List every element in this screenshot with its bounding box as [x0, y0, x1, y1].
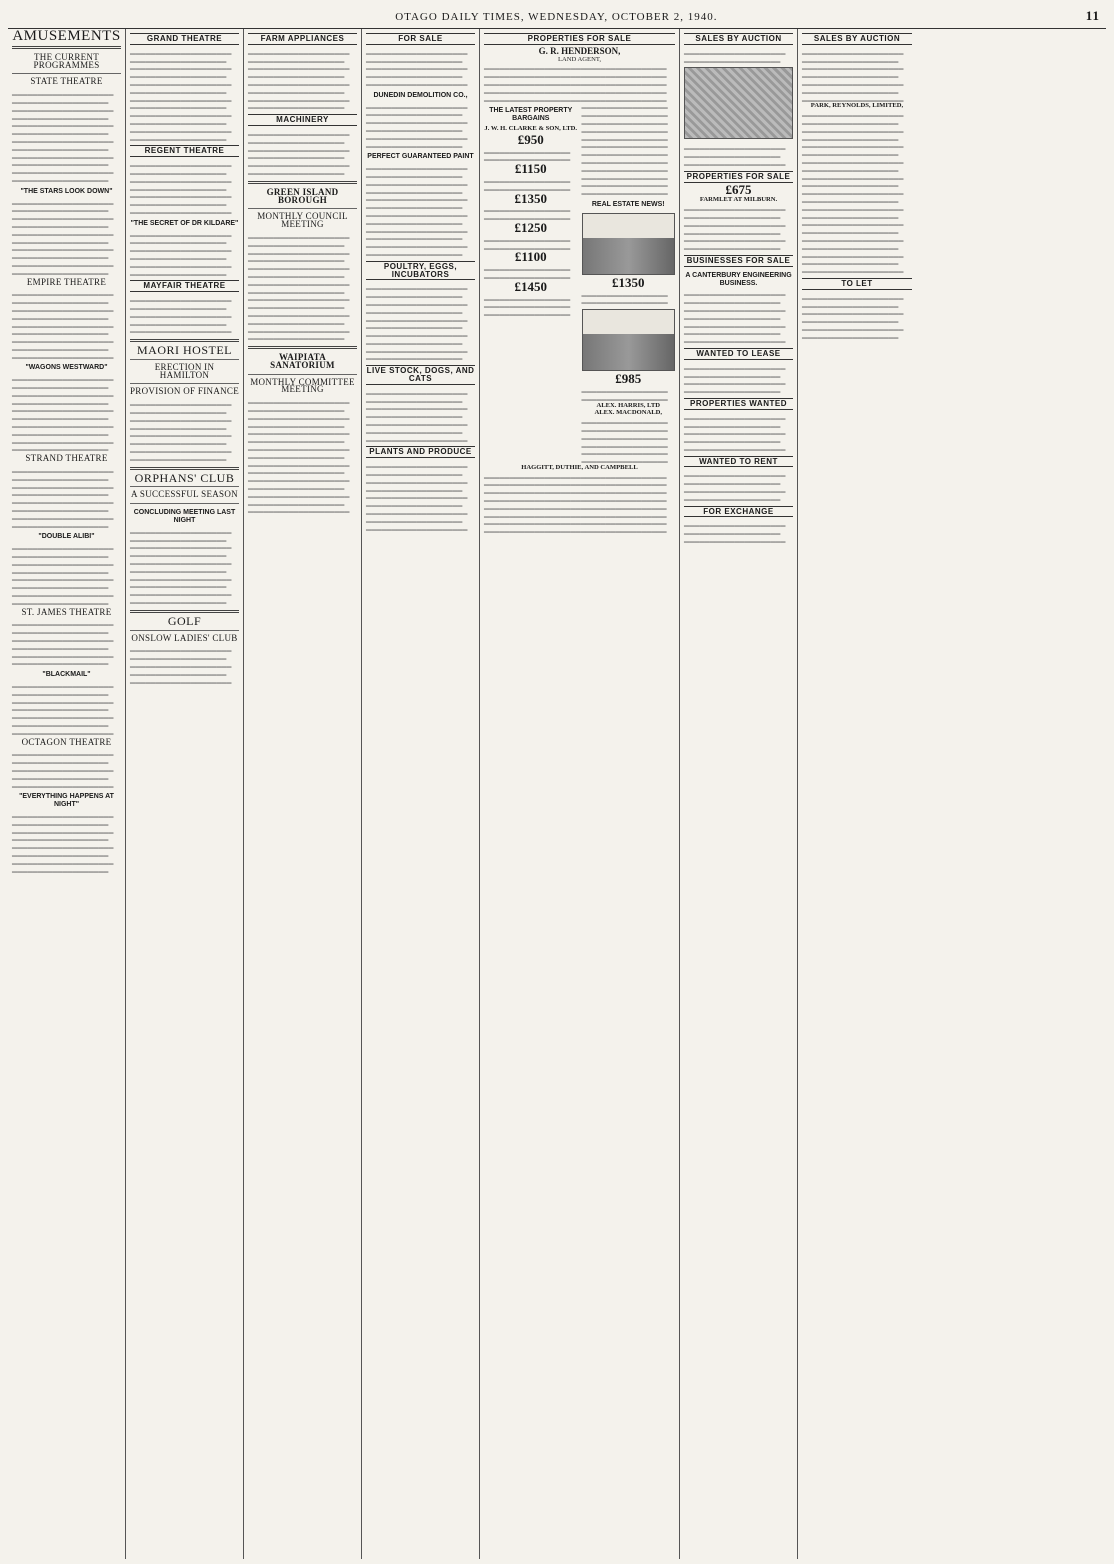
masthead — [8, 6, 1106, 29]
heading: POULTRY, EGGS, INCUBATORS — [366, 261, 475, 281]
column-theatres: GRAND THEATRE ▁▁▁▁▁▁▁▁▁▁▁▁▁▁▁▁▁▁▁▁ ▁▁▁▁▁▁▁▁▁▁▁▁▁▁▁▁▁▁▁ ▁▁▁▁▁▁▁▁▁▁▁▁▁▁▁▁▁▁▁▁ ▁▁▁▁▁▁▁▁▁▁▁▁▁▁▁▁▁▁▁ ▁▁▁▁▁▁▁▁▁▁▁▁▁▁▁▁▁▁▁▁ ▁▁▁▁▁▁▁▁▁▁▁▁▁▁▁▁▁▁▁ ▁▁▁▁▁▁▁▁▁▁▁▁▁▁▁▁▁▁▁▁ ▁▁▁▁▁▁▁▁▁▁▁▁▁▁▁▁▁▁▁ ▁▁▁▁▁▁▁▁▁▁▁▁▁▁▁▁▁▁▁▁ ▁▁▁▁▁▁▁▁▁▁▁▁▁▁▁▁▁▁▁ ▁▁▁▁▁▁▁▁▁▁▁▁▁▁▁▁▁▁▁▁ ▁▁▁▁▁▁▁▁▁▁▁▁▁▁▁▁▁▁▁ REGENT THEATRE ▁▁▁▁▁▁▁▁▁▁▁▁▁▁▁▁▁▁▁▁ ▁▁▁▁▁▁▁▁▁▁▁▁▁▁▁▁▁▁▁ ▁▁▁▁▁▁▁▁▁▁▁▁▁▁▁▁▁▁▁▁ ▁▁▁▁▁▁▁▁▁▁▁▁▁▁▁▁▁▁▁ ▁▁▁▁▁▁▁▁▁▁▁▁▁▁▁▁▁▁▁▁ ▁▁▁▁▁▁▁▁▁▁▁▁▁▁▁▁▁▁▁ ▁▁▁▁▁▁▁▁▁▁▁▁▁▁▁▁▁▁▁▁ "THE SECRET OF DR KILDARE" ▁▁▁▁▁▁▁▁▁▁▁▁▁▁▁▁▁▁▁▁ ▁▁▁▁▁▁▁▁▁▁▁▁▁▁▁▁▁▁▁ ▁▁▁▁▁▁▁▁▁▁▁▁▁▁▁▁▁▁▁▁ ▁▁▁▁▁▁▁▁▁▁▁▁▁▁▁▁▁▁▁ ▁▁▁▁▁▁▁▁▁▁▁▁▁▁▁▁▁▁▁▁ ▁▁▁▁▁▁▁▁▁▁▁▁▁▁▁▁▁▁▁ MAYFAIR THEATRE ▁▁▁▁▁▁▁▁▁▁▁▁▁▁▁▁▁▁▁▁ ▁▁▁▁▁▁▁▁▁▁▁▁▁▁▁▁▁▁▁ ▁▁▁▁▁▁▁▁▁▁▁▁▁▁▁▁▁▁▁▁ ▁▁▁▁▁▁▁▁▁▁▁▁▁▁▁▁▁▁▁ ▁▁▁▁▁▁▁▁▁▁▁▁▁▁▁▁▁▁▁▁ MAORI HOSTEL ERECTION IN HAMILTON PROVISION OF FINANCE ▁▁▁▁▁▁▁▁▁▁▁▁▁▁▁▁▁▁▁▁ ▁▁▁▁▁▁▁▁▁▁▁▁▁▁▁▁▁▁▁ ▁▁▁▁▁▁▁▁▁▁▁▁▁▁▁▁▁▁▁▁ ▁▁▁▁▁▁▁▁▁▁▁▁▁▁▁▁▁▁▁ ▁▁▁▁▁▁▁▁▁▁▁▁▁▁▁▁▁▁▁▁ ▁▁▁▁▁▁▁▁▁▁▁▁▁▁▁▁▁▁▁ ▁▁▁▁▁▁▁▁▁▁▁▁▁▁▁▁▁▁▁▁ ▁▁▁▁▁▁▁▁▁▁▁▁▁▁▁▁▁▁▁ ORPHANS' CLUB A SUCCESSFUL SEASON CONCLUDING MEETING LAST NIGHT ▁▁▁▁▁▁▁▁▁▁▁▁▁▁▁▁▁▁▁▁ ▁▁▁▁▁▁▁▁▁▁▁▁▁▁▁▁▁▁▁ ▁▁▁▁▁▁▁▁▁▁▁▁▁▁▁▁▁▁▁▁ ▁▁▁▁▁▁▁▁▁▁▁▁▁▁▁▁▁▁▁ ▁▁▁▁▁▁▁▁▁▁▁▁▁▁▁▁▁▁▁▁ ▁▁▁▁▁▁▁▁▁▁▁▁▁▁▁▁▁▁▁ ▁▁▁▁▁▁▁▁▁▁▁▁▁▁▁▁▁▁▁▁ ▁▁▁▁▁▁▁▁▁▁▁▁▁▁▁▁▁▁▁ ▁▁▁▁▁▁▁▁▁▁▁▁▁▁▁▁▁▁▁▁ ▁▁▁▁▁▁▁▁▁▁▁▁▁▁▁▁▁▁▁ GOLF ONSLOW LADIES' CLUB ▁▁▁▁▁▁▁▁▁▁▁▁▁▁▁▁▁▁▁▁ ▁▁▁▁▁▁▁▁▁▁▁▁▁▁▁▁▁▁▁ ▁▁▁▁▁▁▁▁▁▁▁▁▁▁▁▁▁▁▁▁ ▁▁▁▁▁▁▁▁▁▁▁▁▁▁▁▁▁▁▁ ▁▁▁▁▁▁▁▁▁▁▁▁▁▁▁▁▁▁▁▁ — [126, 29, 244, 1559]
heading: PROPERTIES FOR SALE — [484, 33, 675, 45]
heading: SALES BY AUCTION — [802, 33, 912, 45]
heading: MONTHLY COUNCIL MEETING — [257, 211, 348, 230]
heading: SALES BY AUCTION — [684, 33, 793, 45]
heading: CONCLUDING MEETING LAST NIGHT — [133, 509, 236, 525]
heading: "THE SECRET OF DR KILDARE" — [130, 219, 239, 227]
firm-name: HAGGITT, DUTHIE, AND CAMPBELL — [521, 463, 638, 471]
firm-subtitle: LAND AGENT, — [557, 55, 602, 63]
heading: PROPERTIES FOR SALE — [684, 171, 793, 183]
heading: THE LATEST PROPERTY BARGAINS — [489, 107, 573, 123]
heading: GOLF — [167, 613, 202, 628]
firm-name: PARK, REYNOLDS, LIMITED, — [810, 102, 904, 110]
heading: MONTHLY COMMITTEE MEETING — [250, 376, 355, 395]
heading: LIVE STOCK, DOGS, AND CATS — [366, 366, 475, 384]
heading: STRAND THEATRE — [25, 453, 108, 464]
firm-name: G. R. HENDERSON, — [538, 45, 621, 56]
heading: DUNEDIN DEMOLITION CO., — [373, 91, 468, 99]
section-title: AMUSEMENTS — [12, 29, 121, 44]
heading: ORPHANS' CLUB — [134, 470, 235, 485]
heading: PERFECT GUARANTEED PAINT — [367, 153, 474, 161]
body-text: ▁▁▁▁▁▁▁▁▁▁▁▁▁▁▁▁▁▁▁▁ ▁▁▁▁▁▁▁▁▁▁▁▁▁▁▁▁▁▁▁ ▁▁▁▁▁▁▁▁▁▁▁▁▁▁▁▁▁▁▁▁ ▁▁▁▁▁▁▁▁▁▁▁▁▁▁▁▁▁▁▁ ▁▁▁▁▁▁▁▁▁▁▁▁▁▁▁▁▁▁▁▁ ▁▁▁▁▁▁▁▁▁▁▁▁▁▁▁▁▁▁▁ ▁▁▁▁▁▁▁▁▁▁▁▁▁▁▁▁▁▁▁▁ ▁▁▁▁▁▁▁▁▁▁▁▁▁▁▁▁▁▁▁ ▁▁▁▁▁▁▁▁▁▁▁▁▁▁▁▁▁▁▁▁ ▁▁▁▁▁▁▁▁▁▁▁▁▁▁▁▁▁▁▁ ▁▁▁▁▁▁▁▁▁▁▁▁▁▁▁▁▁▁▁▁ ▁▁▁▁▁▁▁▁▁▁▁▁▁▁▁▁▁▁▁ — [12, 89, 114, 182]
subtitle: THE CURRENT PROGRAMMES — [33, 51, 100, 70]
firm-name: ALEX. HARRIS, LTD — [596, 401, 660, 409]
heading: PLANTS AND PRODUCE — [366, 446, 475, 458]
heading: OCTAGON THEATRE — [21, 736, 112, 747]
heading: FARMLET AT MILBURN. — [699, 196, 778, 204]
heading: "WAGONS WESTWARD" — [25, 364, 108, 372]
heading: FARM APPLIANCES — [248, 33, 357, 45]
price: £950 — [517, 131, 544, 147]
price: £675 — [725, 181, 752, 197]
heading: MACHINERY — [248, 114, 357, 126]
column-auctions-2: SALES BY AUCTION ▁▁▁▁▁▁▁▁▁▁▁▁▁▁▁▁▁▁▁▁ ▁▁▁▁▁▁▁▁▁▁▁▁▁▁▁▁▁▁▁ ▁▁▁▁▁▁▁▁▁▁▁▁▁▁▁▁▁▁▁▁ ▁▁▁▁▁▁▁▁▁▁▁▁▁▁▁▁▁▁▁ ▁▁▁▁▁▁▁▁▁▁▁▁▁▁▁▁▁▁▁▁ ▁▁▁▁▁▁▁▁▁▁▁▁▁▁▁▁▁▁▁ ▁▁▁▁▁▁▁▁▁▁▁▁▁▁▁▁▁▁▁▁ PARK, REYNOLDS, LIMITED, ▁▁▁▁▁▁▁▁▁▁▁▁▁▁▁▁▁▁▁▁ ▁▁▁▁▁▁▁▁▁▁▁▁▁▁▁▁▁▁▁ ▁▁▁▁▁▁▁▁▁▁▁▁▁▁▁▁▁▁▁▁ ▁▁▁▁▁▁▁▁▁▁▁▁▁▁▁▁▁▁▁ ▁▁▁▁▁▁▁▁▁▁▁▁▁▁▁▁▁▁▁▁ ▁▁▁▁▁▁▁▁▁▁▁▁▁▁▁▁▁▁▁ ▁▁▁▁▁▁▁▁▁▁▁▁▁▁▁▁▁▁▁▁ ▁▁▁▁▁▁▁▁▁▁▁▁▁▁▁▁▁▁▁ ▁▁▁▁▁▁▁▁▁▁▁▁▁▁▁▁▁▁▁▁ ▁▁▁▁▁▁▁▁▁▁▁▁▁▁▁▁▁▁▁ ▁▁▁▁▁▁▁▁▁▁▁▁▁▁▁▁▁▁▁▁ ▁▁▁▁▁▁▁▁▁▁▁▁▁▁▁▁▁▁▁ ▁▁▁▁▁▁▁▁▁▁▁▁▁▁▁▁▁▁▁▁ ▁▁▁▁▁▁▁▁▁▁▁▁▁▁▁▁▁▁▁ ▁▁▁▁▁▁▁▁▁▁▁▁▁▁▁▁▁▁▁▁ ▁▁▁▁▁▁▁▁▁▁▁▁▁▁▁▁▁▁▁ ▁▁▁▁▁▁▁▁▁▁▁▁▁▁▁▁▁▁▁▁ ▁▁▁▁▁▁▁▁▁▁▁▁▁▁▁▁▁▁▁ ▁▁▁▁▁▁▁▁▁▁▁▁▁▁▁▁▁▁▁▁ ▁▁▁▁▁▁▁▁▁▁▁▁▁▁▁▁▁▁▁ ▁▁▁▁▁▁▁▁▁▁▁▁▁▁▁▁▁▁▁▁ TO LET ▁▁▁▁▁▁▁▁▁▁▁▁▁▁▁▁▁▁▁▁ ▁▁▁▁▁▁▁▁▁▁▁▁▁▁▁▁▁▁▁ ▁▁▁▁▁▁▁▁▁▁▁▁▁▁▁▁▁▁▁▁ ▁▁▁▁▁▁▁▁▁▁▁▁▁▁▁▁▁▁▁ ▁▁▁▁▁▁▁▁▁▁▁▁▁▁▁▁▁▁▁▁ ▁▁▁▁▁▁▁▁▁▁▁▁▁▁▁▁▁▁▁ — [798, 29, 916, 1559]
heading: WANTED TO RENT — [684, 456, 793, 468]
heading: TO LET — [802, 278, 912, 290]
heading: PROPERTIES WANTED — [684, 398, 793, 410]
price: £1450 — [514, 278, 547, 294]
masthead-title: OTAGO DAILY TIMES, WEDNESDAY, OCTOBER 2, 1940. — [395, 11, 718, 23]
price: £1250 — [514, 219, 547, 235]
heading: FOR EXCHANGE — [684, 506, 793, 518]
column-farm: FARM APPLIANCES ▁▁▁▁▁▁▁▁▁▁▁▁▁▁▁▁▁▁▁▁ ▁▁▁▁▁▁▁▁▁▁▁▁▁▁▁▁▁▁▁ ▁▁▁▁▁▁▁▁▁▁▁▁▁▁▁▁▁▁▁▁ ▁▁▁▁▁▁▁▁▁▁▁▁▁▁▁▁▁▁▁ ▁▁▁▁▁▁▁▁▁▁▁▁▁▁▁▁▁▁▁▁ ▁▁▁▁▁▁▁▁▁▁▁▁▁▁▁▁▁▁▁ ▁▁▁▁▁▁▁▁▁▁▁▁▁▁▁▁▁▁▁▁ ▁▁▁▁▁▁▁▁▁▁▁▁▁▁▁▁▁▁▁ MACHINERY ▁▁▁▁▁▁▁▁▁▁▁▁▁▁▁▁▁▁▁▁ ▁▁▁▁▁▁▁▁▁▁▁▁▁▁▁▁▁▁▁ ▁▁▁▁▁▁▁▁▁▁▁▁▁▁▁▁▁▁▁▁ ▁▁▁▁▁▁▁▁▁▁▁▁▁▁▁▁▁▁▁ ▁▁▁▁▁▁▁▁▁▁▁▁▁▁▁▁▁▁▁▁ ▁▁▁▁▁▁▁▁▁▁▁▁▁▁▁▁▁▁▁ GREEN ISLAND BOROUGH MONTHLY COUNCIL MEETING ▁▁▁▁▁▁▁▁▁▁▁▁▁▁▁▁▁▁▁▁ ▁▁▁▁▁▁▁▁▁▁▁▁▁▁▁▁▁▁▁ ▁▁▁▁▁▁▁▁▁▁▁▁▁▁▁▁▁▁▁▁ ▁▁▁▁▁▁▁▁▁▁▁▁▁▁▁▁▁▁▁ ▁▁▁▁▁▁▁▁▁▁▁▁▁▁▁▁▁▁▁▁ ▁▁▁▁▁▁▁▁▁▁▁▁▁▁▁▁▁▁▁ ▁▁▁▁▁▁▁▁▁▁▁▁▁▁▁▁▁▁▁▁ ▁▁▁▁▁▁▁▁▁▁▁▁▁▁▁▁▁▁▁ ▁▁▁▁▁▁▁▁▁▁▁▁▁▁▁▁▁▁▁▁ ▁▁▁▁▁▁▁▁▁▁▁▁▁▁▁▁▁▁▁ ▁▁▁▁▁▁▁▁▁▁▁▁▁▁▁▁▁▁▁▁ ▁▁▁▁▁▁▁▁▁▁▁▁▁▁▁▁▁▁▁ ▁▁▁▁▁▁▁▁▁▁▁▁▁▁▁▁▁▁▁▁ ▁▁▁▁▁▁▁▁▁▁▁▁▁▁▁▁▁▁▁ WAIPIATA SANATORIUM MONTHLY COMMITTEE MEETING ▁▁▁▁▁▁▁▁▁▁▁▁▁▁▁▁▁▁▁▁ ▁▁▁▁▁▁▁▁▁▁▁▁▁▁▁▁▁▁▁ ▁▁▁▁▁▁▁▁▁▁▁▁▁▁▁▁▁▁▁▁ ▁▁▁▁▁▁▁▁▁▁▁▁▁▁▁▁▁▁▁ ▁▁▁▁▁▁▁▁▁▁▁▁▁▁▁▁▁▁▁▁ ▁▁▁▁▁▁▁▁▁▁▁▁▁▁▁▁▁▁▁ ▁▁▁▁▁▁▁▁▁▁▁▁▁▁▁▁▁▁▁▁ ▁▁▁▁▁▁▁▁▁▁▁▁▁▁▁▁▁▁▁ ▁▁▁▁▁▁▁▁▁▁▁▁▁▁▁▁▁▁▁▁ ▁▁▁▁▁▁▁▁▁▁▁▁▁▁▁▁▁▁▁ ▁▁▁▁▁▁▁▁▁▁▁▁▁▁▁▁▁▁▁▁ ▁▁▁▁▁▁▁▁▁▁▁▁▁▁▁▁▁▁▁ ▁▁▁▁▁▁▁▁▁▁▁▁▁▁▁▁▁▁▁▁ ▁▁▁▁▁▁▁▁▁▁▁▁▁▁▁▁▁▁▁ ▁▁▁▁▁▁▁▁▁▁▁▁▁▁▁▁▁▁▁▁ — [244, 29, 362, 1559]
price: £1100 — [514, 249, 547, 265]
heading: FOR SALE — [366, 33, 475, 45]
heading: PROVISION OF FINANCE — [130, 386, 240, 397]
heading: GREEN ISLAND BOROUGH — [266, 186, 339, 205]
heading: "EVERYTHING HAPPENS AT NIGHT" — [19, 793, 114, 809]
heading: WANTED TO LEASE — [684, 348, 793, 360]
column-properties: PROPERTIES FOR SALE G. R. HENDERSON, LAND AGENT, ▁▁▁▁▁▁▁▁▁▁▁▁▁▁▁▁▁▁▁▁▁▁▁▁▁▁▁▁▁▁▁▁▁▁▁▁ ▁▁▁▁▁▁▁▁▁▁▁▁▁▁▁▁▁▁▁▁▁▁▁▁▁▁▁▁▁▁▁▁▁▁▁▁ ▁▁▁▁▁▁▁▁▁▁▁▁▁▁▁▁▁▁▁▁▁▁▁▁▁▁▁▁▁▁▁▁▁▁▁▁ ▁▁▁▁▁▁▁▁▁▁▁▁▁▁▁▁▁▁▁▁▁▁▁▁▁▁▁▁▁▁▁▁▁▁▁▁ ▁▁▁▁▁▁▁▁▁▁▁▁▁▁▁▁▁▁▁▁▁▁▁▁▁▁▁▁▁▁▁▁▁▁▁▁ THE LATEST PROPERTY BARGAINS J. W. H. CLARKE & SON, LTD. £950 ▁▁▁▁▁▁▁▁▁▁▁▁▁▁▁▁▁ ▁▁▁▁▁▁▁▁▁▁▁▁▁▁▁▁▁ £1150 ▁▁▁▁▁▁▁▁▁▁▁▁▁▁▁▁▁ ▁▁▁▁▁▁▁▁▁▁▁▁▁▁▁▁▁ £1350 ▁▁▁▁▁▁▁▁▁▁▁▁▁▁▁▁▁ ▁▁▁▁▁▁▁▁▁▁▁▁▁▁▁▁▁ £1250 ▁▁▁▁▁▁▁▁▁▁▁▁▁▁▁▁▁ ▁▁▁▁▁▁▁▁▁▁▁▁▁▁▁▁▁ £1100 ▁▁▁▁▁▁▁▁▁▁▁▁▁▁▁▁▁ ▁▁▁▁▁▁▁▁▁▁▁▁▁▁▁▁▁ £1450 ▁▁▁▁▁▁▁▁▁▁▁▁▁▁▁▁▁ ▁▁▁▁▁▁▁▁▁▁▁▁▁▁▁▁▁ ▁▁▁▁▁▁▁▁▁▁▁▁▁▁▁▁▁ ▁▁▁▁▁▁▁▁▁▁▁▁▁▁▁▁▁ ▁▁▁▁▁▁▁▁▁▁▁▁▁▁▁▁▁ ▁▁▁▁▁▁▁▁▁▁▁▁▁▁▁▁▁ ▁▁▁▁▁▁▁▁▁▁▁▁▁▁▁▁▁ ▁▁▁▁▁▁▁▁▁▁▁▁▁▁▁▁▁ ▁▁▁▁▁▁▁▁▁▁▁▁▁▁▁▁▁ ▁▁▁▁▁▁▁▁▁▁▁▁▁▁▁▁▁ ▁▁▁▁▁▁▁▁▁▁▁▁▁▁▁▁▁ ▁▁▁▁▁▁▁▁▁▁▁▁▁▁▁▁▁ ▁▁▁▁▁▁▁▁▁▁▁▁▁▁▁▁▁ ▁▁▁▁▁▁▁▁▁▁▁▁▁▁▁▁▁ ▁▁▁▁▁▁▁▁▁▁▁▁▁▁▁▁▁ REAL ESTATE NEWS! £1350 ▁▁▁▁▁▁▁▁▁▁▁▁▁▁▁▁▁ ▁▁▁▁▁▁▁▁▁▁▁▁▁▁▁▁▁ £985 ▁▁▁▁▁▁▁▁▁▁▁▁▁▁▁▁▁ ▁▁▁▁▁▁▁▁▁▁▁▁▁▁▁▁▁ ALEX. HARRIS, LTD ALEX. MACDONALD, ▁▁▁▁▁▁▁▁▁▁▁▁▁▁▁▁▁ ▁▁▁▁▁▁▁▁▁▁▁▁▁▁▁▁▁ ▁▁▁▁▁▁▁▁▁▁▁▁▁▁▁▁▁ ▁▁▁▁▁▁▁▁▁▁▁▁▁▁▁▁▁ ▁▁▁▁▁▁▁▁▁▁▁▁▁▁▁▁▁ ▁▁▁▁▁▁▁▁▁▁▁▁▁▁▁▁▁ HAGGITT, DUTHIE, AND CAMPBELL ▁▁▁▁▁▁▁▁▁▁▁▁▁▁▁▁▁▁▁▁▁▁▁▁▁▁▁▁▁▁▁▁▁▁▁▁ ▁▁▁▁▁▁▁▁▁▁▁▁▁▁▁▁▁▁▁▁▁▁▁▁▁▁▁▁▁▁▁▁▁▁▁▁ ▁▁▁▁▁▁▁▁▁▁▁▁▁▁▁▁▁▁▁▁▁▁▁▁▁▁▁▁▁▁▁▁▁▁▁▁ ▁▁▁▁▁▁▁▁▁▁▁▁▁▁▁▁▁▁▁▁▁▁▁▁▁▁▁▁▁▁▁▁▁▁▁▁ ▁▁▁▁▁▁▁▁▁▁▁▁▁▁▁▁▁▁▁▁▁▁▁▁▁▁▁▁▁▁▁▁▁▁▁▁ ▁▁▁▁▁▁▁▁▁▁▁▁▁▁▁▁▁▁▁▁▁▁▁▁▁▁▁▁▁▁▁▁▁▁▁▁ ▁▁▁▁▁▁▁▁▁▁▁▁▁▁▁▁▁▁▁▁▁▁▁▁▁▁▁▁▁▁▁▁▁▁▁▁ ▁▁▁▁▁▁▁▁▁▁▁▁▁▁▁▁▁▁▁▁▁▁▁▁▁▁▁▁▁▁▁▁▁▁▁▁ — [480, 29, 680, 1559]
firm-name: J. W. H. CLARKE & SON, LTD. — [484, 124, 578, 132]
heading: ERECTION IN HAMILTON — [154, 361, 215, 380]
heading: ST. JAMES THEATRE — [21, 606, 112, 617]
heading: MAYFAIR THEATRE — [130, 280, 239, 292]
house-photo — [582, 213, 676, 275]
heading: GRAND THEATRE — [130, 33, 239, 45]
price: £1150 — [514, 161, 547, 177]
heading: STATE THEATRE — [30, 76, 103, 87]
house-photo — [582, 309, 676, 371]
page-number: 11 — [1085, 8, 1100, 23]
heading: "BLACKMAIL" — [42, 671, 91, 679]
heading: "DOUBLE ALIBI" — [38, 533, 95, 541]
heading: "THE STARS LOOK DOWN" — [20, 187, 113, 195]
price: £1350 — [514, 190, 547, 206]
column-amusements: AMUSEMENTS THE CURRENT PROGRAMMES STATE THEATRE ▁▁▁▁▁▁▁▁▁▁▁▁▁▁▁▁▁▁▁▁ ▁▁▁▁▁▁▁▁▁▁▁▁▁▁▁▁▁▁▁ ▁▁▁▁▁▁▁▁▁▁▁▁▁▁▁▁▁▁▁▁ ▁▁▁▁▁▁▁▁▁▁▁▁▁▁▁▁▁▁▁ ▁▁▁▁▁▁▁▁▁▁▁▁▁▁▁▁▁▁▁▁ ▁▁▁▁▁▁▁▁▁▁▁▁▁▁▁▁▁▁▁ ▁▁▁▁▁▁▁▁▁▁▁▁▁▁▁▁▁▁▁▁ ▁▁▁▁▁▁▁▁▁▁▁▁▁▁▁▁▁▁▁ ▁▁▁▁▁▁▁▁▁▁▁▁▁▁▁▁▁▁▁▁ ▁▁▁▁▁▁▁▁▁▁▁▁▁▁▁▁▁▁▁ ▁▁▁▁▁▁▁▁▁▁▁▁▁▁▁▁▁▁▁▁ ▁▁▁▁▁▁▁▁▁▁▁▁▁▁▁▁▁▁▁ "THE STARS LOOK DOWN" ▁▁▁▁▁▁▁▁▁▁▁▁▁▁▁▁▁▁▁▁ ▁▁▁▁▁▁▁▁▁▁▁▁▁▁▁▁▁▁▁ ▁▁▁▁▁▁▁▁▁▁▁▁▁▁▁▁▁▁▁▁ ▁▁▁▁▁▁▁▁▁▁▁▁▁▁▁▁▁▁▁ ▁▁▁▁▁▁▁▁▁▁▁▁▁▁▁▁▁▁▁▁ ▁▁▁▁▁▁▁▁▁▁▁▁▁▁▁▁▁▁▁ ▁▁▁▁▁▁▁▁▁▁▁▁▁▁▁▁▁▁▁▁ ▁▁▁▁▁▁▁▁▁▁▁▁▁▁▁▁▁▁▁ ▁▁▁▁▁▁▁▁▁▁▁▁▁▁▁▁▁▁▁▁ ▁▁▁▁▁▁▁▁▁▁▁▁▁▁▁▁▁▁▁ EMPIRE THEATRE ▁▁▁▁▁▁▁▁▁▁▁▁▁▁▁▁▁▁▁▁ ▁▁▁▁▁▁▁▁▁▁▁▁▁▁▁▁▁▁▁ ▁▁▁▁▁▁▁▁▁▁▁▁▁▁▁▁▁▁▁▁ ▁▁▁▁▁▁▁▁▁▁▁▁▁▁▁▁▁▁▁ ▁▁▁▁▁▁▁▁▁▁▁▁▁▁▁▁▁▁▁▁ ▁▁▁▁▁▁▁▁▁▁▁▁▁▁▁▁▁▁▁ ▁▁▁▁▁▁▁▁▁▁▁▁▁▁▁▁▁▁▁▁ ▁▁▁▁▁▁▁▁▁▁▁▁▁▁▁▁▁▁▁ ▁▁▁▁▁▁▁▁▁▁▁▁▁▁▁▁▁▁▁▁ "WAGONS WESTWARD" ▁▁▁▁▁▁▁▁▁▁▁▁▁▁▁▁▁▁▁▁ ▁▁▁▁▁▁▁▁▁▁▁▁▁▁▁▁▁▁▁ ▁▁▁▁▁▁▁▁▁▁▁▁▁▁▁▁▁▁▁▁ ▁▁▁▁▁▁▁▁▁▁▁▁▁▁▁▁▁▁▁ ▁▁▁▁▁▁▁▁▁▁▁▁▁▁▁▁▁▁▁▁ ▁▁▁▁▁▁▁▁▁▁▁▁▁▁▁▁▁▁▁ ▁▁▁▁▁▁▁▁▁▁▁▁▁▁▁▁▁▁▁▁ ▁▁▁▁▁▁▁▁▁▁▁▁▁▁▁▁▁▁▁ ▁▁▁▁▁▁▁▁▁▁▁▁▁▁▁▁▁▁▁▁ ▁▁▁▁▁▁▁▁▁▁▁▁▁▁▁▁▁▁▁ STRAND THEATRE ▁▁▁▁▁▁▁▁▁▁▁▁▁▁▁▁▁▁▁▁ ▁▁▁▁▁▁▁▁▁▁▁▁▁▁▁▁▁▁▁ ▁▁▁▁▁▁▁▁▁▁▁▁▁▁▁▁▁▁▁▁ ▁▁▁▁▁▁▁▁▁▁▁▁▁▁▁▁▁▁▁ ▁▁▁▁▁▁▁▁▁▁▁▁▁▁▁▁▁▁▁▁ ▁▁▁▁▁▁▁▁▁▁▁▁▁▁▁▁▁▁▁ ▁▁▁▁▁▁▁▁▁▁▁▁▁▁▁▁▁▁▁▁ ▁▁▁▁▁▁▁▁▁▁▁▁▁▁▁▁▁▁▁ "DOUBLE ALIBI" ▁▁▁▁▁▁▁▁▁▁▁▁▁▁▁▁▁▁▁▁ ▁▁▁▁▁▁▁▁▁▁▁▁▁▁▁▁▁▁▁ ▁▁▁▁▁▁▁▁▁▁▁▁▁▁▁▁▁▁▁▁ ▁▁▁▁▁▁▁▁▁▁▁▁▁▁▁▁▁▁▁ ▁▁▁▁▁▁▁▁▁▁▁▁▁▁▁▁▁▁▁▁ ▁▁▁▁▁▁▁▁▁▁▁▁▁▁▁▁▁▁▁ ▁▁▁▁▁▁▁▁▁▁▁▁▁▁▁▁▁▁▁▁ ▁▁▁▁▁▁▁▁▁▁▁▁▁▁▁▁▁▁▁ ST. JAMES THEATRE ▁▁▁▁▁▁▁▁▁▁▁▁▁▁▁▁▁▁▁▁ ▁▁▁▁▁▁▁▁▁▁▁▁▁▁▁▁▁▁▁ ▁▁▁▁▁▁▁▁▁▁▁▁▁▁▁▁▁▁▁▁ ▁▁▁▁▁▁▁▁▁▁▁▁▁▁▁▁▁▁▁ ▁▁▁▁▁▁▁▁▁▁▁▁▁▁▁▁▁▁▁▁ ▁▁▁▁▁▁▁▁▁▁▁▁▁▁▁▁▁▁▁ "BLACKMAIL" ▁▁▁▁▁▁▁▁▁▁▁▁▁▁▁▁▁▁▁▁ ▁▁▁▁▁▁▁▁▁▁▁▁▁▁▁▁▁▁▁ ▁▁▁▁▁▁▁▁▁▁▁▁▁▁▁▁▁▁▁▁ ▁▁▁▁▁▁▁▁▁▁▁▁▁▁▁▁▁▁▁ ▁▁▁▁▁▁▁▁▁▁▁▁▁▁▁▁▁▁▁▁ ▁▁▁▁▁▁▁▁▁▁▁▁▁▁▁▁▁▁▁ ▁▁▁▁▁▁▁▁▁▁▁▁▁▁▁▁▁▁▁▁ OCTAGON THEATRE ▁▁▁▁▁▁▁▁▁▁▁▁▁▁▁▁▁▁▁▁ ▁▁▁▁▁▁▁▁▁▁▁▁▁▁▁▁▁▁▁ ▁▁▁▁▁▁▁▁▁▁▁▁▁▁▁▁▁▁▁▁ ▁▁▁▁▁▁▁▁▁▁▁▁▁▁▁▁▁▁▁ ▁▁▁▁▁▁▁▁▁▁▁▁▁▁▁▁▁▁▁▁ "EVERYTHING HAPPENS AT NIGHT" ▁▁▁▁▁▁▁▁▁▁▁▁▁▁▁▁▁▁▁▁ ▁▁▁▁▁▁▁▁▁▁▁▁▁▁▁▁▁▁▁ ▁▁▁▁▁▁▁▁▁▁▁▁▁▁▁▁▁▁▁▁ ▁▁▁▁▁▁▁▁▁▁▁▁▁▁▁▁▁▁▁ ▁▁▁▁▁▁▁▁▁▁▁▁▁▁▁▁▁▁▁▁ ▁▁▁▁▁▁▁▁▁▁▁▁▁▁▁▁▁▁▁ ▁▁▁▁▁▁▁▁▁▁▁▁▁▁▁▁▁▁▁▁ ▁▁▁▁▁▁▁▁▁▁▁▁▁▁▁▁▁▁▁ — [8, 29, 126, 1559]
column-for-sale: FOR SALE ▁▁▁▁▁▁▁▁▁▁▁▁▁▁▁▁▁▁▁▁ ▁▁▁▁▁▁▁▁▁▁▁▁▁▁▁▁▁▁▁ ▁▁▁▁▁▁▁▁▁▁▁▁▁▁▁▁▁▁▁▁ ▁▁▁▁▁▁▁▁▁▁▁▁▁▁▁▁▁▁▁ ▁▁▁▁▁▁▁▁▁▁▁▁▁▁▁▁▁▁▁▁ DUNEDIN DEMOLITION CO., ▁▁▁▁▁▁▁▁▁▁▁▁▁▁▁▁▁▁▁▁ ▁▁▁▁▁▁▁▁▁▁▁▁▁▁▁▁▁▁▁ ▁▁▁▁▁▁▁▁▁▁▁▁▁▁▁▁▁▁▁▁ ▁▁▁▁▁▁▁▁▁▁▁▁▁▁▁▁▁▁▁ ▁▁▁▁▁▁▁▁▁▁▁▁▁▁▁▁▁▁▁▁ ▁▁▁▁▁▁▁▁▁▁▁▁▁▁▁▁▁▁▁ PERFECT GUARANTEED PAINT ▁▁▁▁▁▁▁▁▁▁▁▁▁▁▁▁▁▁▁▁ ▁▁▁▁▁▁▁▁▁▁▁▁▁▁▁▁▁▁▁ ▁▁▁▁▁▁▁▁▁▁▁▁▁▁▁▁▁▁▁▁ ▁▁▁▁▁▁▁▁▁▁▁▁▁▁▁▁▁▁▁ ▁▁▁▁▁▁▁▁▁▁▁▁▁▁▁▁▁▁▁▁ ▁▁▁▁▁▁▁▁▁▁▁▁▁▁▁▁▁▁▁ ▁▁▁▁▁▁▁▁▁▁▁▁▁▁▁▁▁▁▁▁ ▁▁▁▁▁▁▁▁▁▁▁▁▁▁▁▁▁▁▁ ▁▁▁▁▁▁▁▁▁▁▁▁▁▁▁▁▁▁▁▁ ▁▁▁▁▁▁▁▁▁▁▁▁▁▁▁▁▁▁▁ ▁▁▁▁▁▁▁▁▁▁▁▁▁▁▁▁▁▁▁▁ ▁▁▁▁▁▁▁▁▁▁▁▁▁▁▁▁▁▁▁ POULTRY, EGGS, INCUBATORS ▁▁▁▁▁▁▁▁▁▁▁▁▁▁▁▁▁▁▁▁ ▁▁▁▁▁▁▁▁▁▁▁▁▁▁▁▁▁▁▁ ▁▁▁▁▁▁▁▁▁▁▁▁▁▁▁▁▁▁▁▁ ▁▁▁▁▁▁▁▁▁▁▁▁▁▁▁▁▁▁▁ ▁▁▁▁▁▁▁▁▁▁▁▁▁▁▁▁▁▁▁▁ ▁▁▁▁▁▁▁▁▁▁▁▁▁▁▁▁▁▁▁ ▁▁▁▁▁▁▁▁▁▁▁▁▁▁▁▁▁▁▁▁ ▁▁▁▁▁▁▁▁▁▁▁▁▁▁▁▁▁▁▁ ▁▁▁▁▁▁▁▁▁▁▁▁▁▁▁▁▁▁▁▁ ▁▁▁▁▁▁▁▁▁▁▁▁▁▁▁▁▁▁▁ LIVE STOCK, DOGS, AND CATS ▁▁▁▁▁▁▁▁▁▁▁▁▁▁▁▁▁▁▁▁ ▁▁▁▁▁▁▁▁▁▁▁▁▁▁▁▁▁▁▁ ▁▁▁▁▁▁▁▁▁▁▁▁▁▁▁▁▁▁▁▁ ▁▁▁▁▁▁▁▁▁▁▁▁▁▁▁▁▁▁▁ ▁▁▁▁▁▁▁▁▁▁▁▁▁▁▁▁▁▁▁▁ ▁▁▁▁▁▁▁▁▁▁▁▁▁▁▁▁▁▁▁ ▁▁▁▁▁▁▁▁▁▁▁▁▁▁▁▁▁▁▁▁ PLANTS AND PRODUCE ▁▁▁▁▁▁▁▁▁▁▁▁▁▁▁▁▁▁▁▁ ▁▁▁▁▁▁▁▁▁▁▁▁▁▁▁▁▁▁▁ ▁▁▁▁▁▁▁▁▁▁▁▁▁▁▁▁▁▁▁▁ ▁▁▁▁▁▁▁▁▁▁▁▁▁▁▁▁▁▁▁ ▁▁▁▁▁▁▁▁▁▁▁▁▁▁▁▁▁▁▁▁ ▁▁▁▁▁▁▁▁▁▁▁▁▁▁▁▁▁▁▁ ▁▁▁▁▁▁▁▁▁▁▁▁▁▁▁▁▁▁▁▁ ▁▁▁▁▁▁▁▁▁▁▁▁▁▁▁▁▁▁▁ ▁▁▁▁▁▁▁▁▁▁▁▁▁▁▁▁▁▁▁▁ — [362, 29, 480, 1559]
price: £1350 — [612, 274, 645, 290]
heading: A SUCCESSFUL SEASON — [131, 489, 238, 500]
heading: EMPIRE THEATRE — [26, 276, 107, 287]
heading: BUSINESSES FOR SALE — [684, 255, 793, 267]
house-photo — [684, 67, 793, 139]
price: £985 — [615, 371, 642, 387]
heading: A CANTERBURY ENGINEERING BUSINESS. — [685, 271, 792, 287]
heading: REGENT THEATRE — [130, 145, 239, 157]
heading: WAIPIATA SANATORIUM — [270, 352, 335, 370]
heading: REAL ESTATE NEWS! — [591, 200, 665, 208]
heading: MAORI HOSTEL — [137, 343, 232, 358]
firm-name: ALEX. MACDONALD, — [594, 409, 663, 417]
column-auctions: SALES BY AUCTION ▁▁▁▁▁▁▁▁▁▁▁▁▁▁▁▁▁▁▁▁ ▁▁▁▁▁▁▁▁▁▁▁▁▁▁▁▁▁▁▁ ▁▁▁▁▁▁▁▁▁▁▁▁▁▁▁▁▁▁▁▁ ▁▁▁▁▁▁▁▁▁▁▁▁▁▁▁▁▁▁▁ ▁▁▁▁▁▁▁▁▁▁▁▁▁▁▁▁▁▁▁▁ PROPERTIES FOR SALE £675 FARMLET AT MILBURN. ▁▁▁▁▁▁▁▁▁▁▁▁▁▁▁▁▁▁▁▁ ▁▁▁▁▁▁▁▁▁▁▁▁▁▁▁▁▁▁▁ ▁▁▁▁▁▁▁▁▁▁▁▁▁▁▁▁▁▁▁▁ ▁▁▁▁▁▁▁▁▁▁▁▁▁▁▁▁▁▁▁ ▁▁▁▁▁▁▁▁▁▁▁▁▁▁▁▁▁▁▁▁ ▁▁▁▁▁▁▁▁▁▁▁▁▁▁▁▁▁▁▁ BUSINESSES FOR SALE A CANTERBURY ENGINEERING BUSINESS. ▁▁▁▁▁▁▁▁▁▁▁▁▁▁▁▁▁▁▁▁ ▁▁▁▁▁▁▁▁▁▁▁▁▁▁▁▁▁▁▁ ▁▁▁▁▁▁▁▁▁▁▁▁▁▁▁▁▁▁▁▁ ▁▁▁▁▁▁▁▁▁▁▁▁▁▁▁▁▁▁▁ ▁▁▁▁▁▁▁▁▁▁▁▁▁▁▁▁▁▁▁▁ ▁▁▁▁▁▁▁▁▁▁▁▁▁▁▁▁▁▁▁ ▁▁▁▁▁▁▁▁▁▁▁▁▁▁▁▁▁▁▁▁ WANTED TO LEASE ▁▁▁▁▁▁▁▁▁▁▁▁▁▁▁▁▁▁▁▁ ▁▁▁▁▁▁▁▁▁▁▁▁▁▁▁▁▁▁▁ ▁▁▁▁▁▁▁▁▁▁▁▁▁▁▁▁▁▁▁▁ ▁▁▁▁▁▁▁▁▁▁▁▁▁▁▁▁▁▁▁ PROPERTIES WANTED ▁▁▁▁▁▁▁▁▁▁▁▁▁▁▁▁▁▁▁▁ ▁▁▁▁▁▁▁▁▁▁▁▁▁▁▁▁▁▁▁ ▁▁▁▁▁▁▁▁▁▁▁▁▁▁▁▁▁▁▁▁ ▁▁▁▁▁▁▁▁▁▁▁▁▁▁▁▁▁▁▁ ▁▁▁▁▁▁▁▁▁▁▁▁▁▁▁▁▁▁▁▁ WANTED TO RENT ▁▁▁▁▁▁▁▁▁▁▁▁▁▁▁▁▁▁▁▁ ▁▁▁▁▁▁▁▁▁▁▁▁▁▁▁▁▁▁▁ ▁▁▁▁▁▁▁▁▁▁▁▁▁▁▁▁▁▁▁▁ ▁▁▁▁▁▁▁▁▁▁▁▁▁▁▁▁▁▁▁ FOR EXCHANGE ▁▁▁▁▁▁▁▁▁▁▁▁▁▁▁▁▁▁▁▁ ▁▁▁▁▁▁▁▁▁▁▁▁▁▁▁▁▁▁▁ ▁▁▁▁▁▁▁▁▁▁▁▁▁▁▁▁▁▁▁▁ — [680, 29, 798, 1559]
heading: ONSLOW LADIES' CLUB — [131, 632, 238, 643]
